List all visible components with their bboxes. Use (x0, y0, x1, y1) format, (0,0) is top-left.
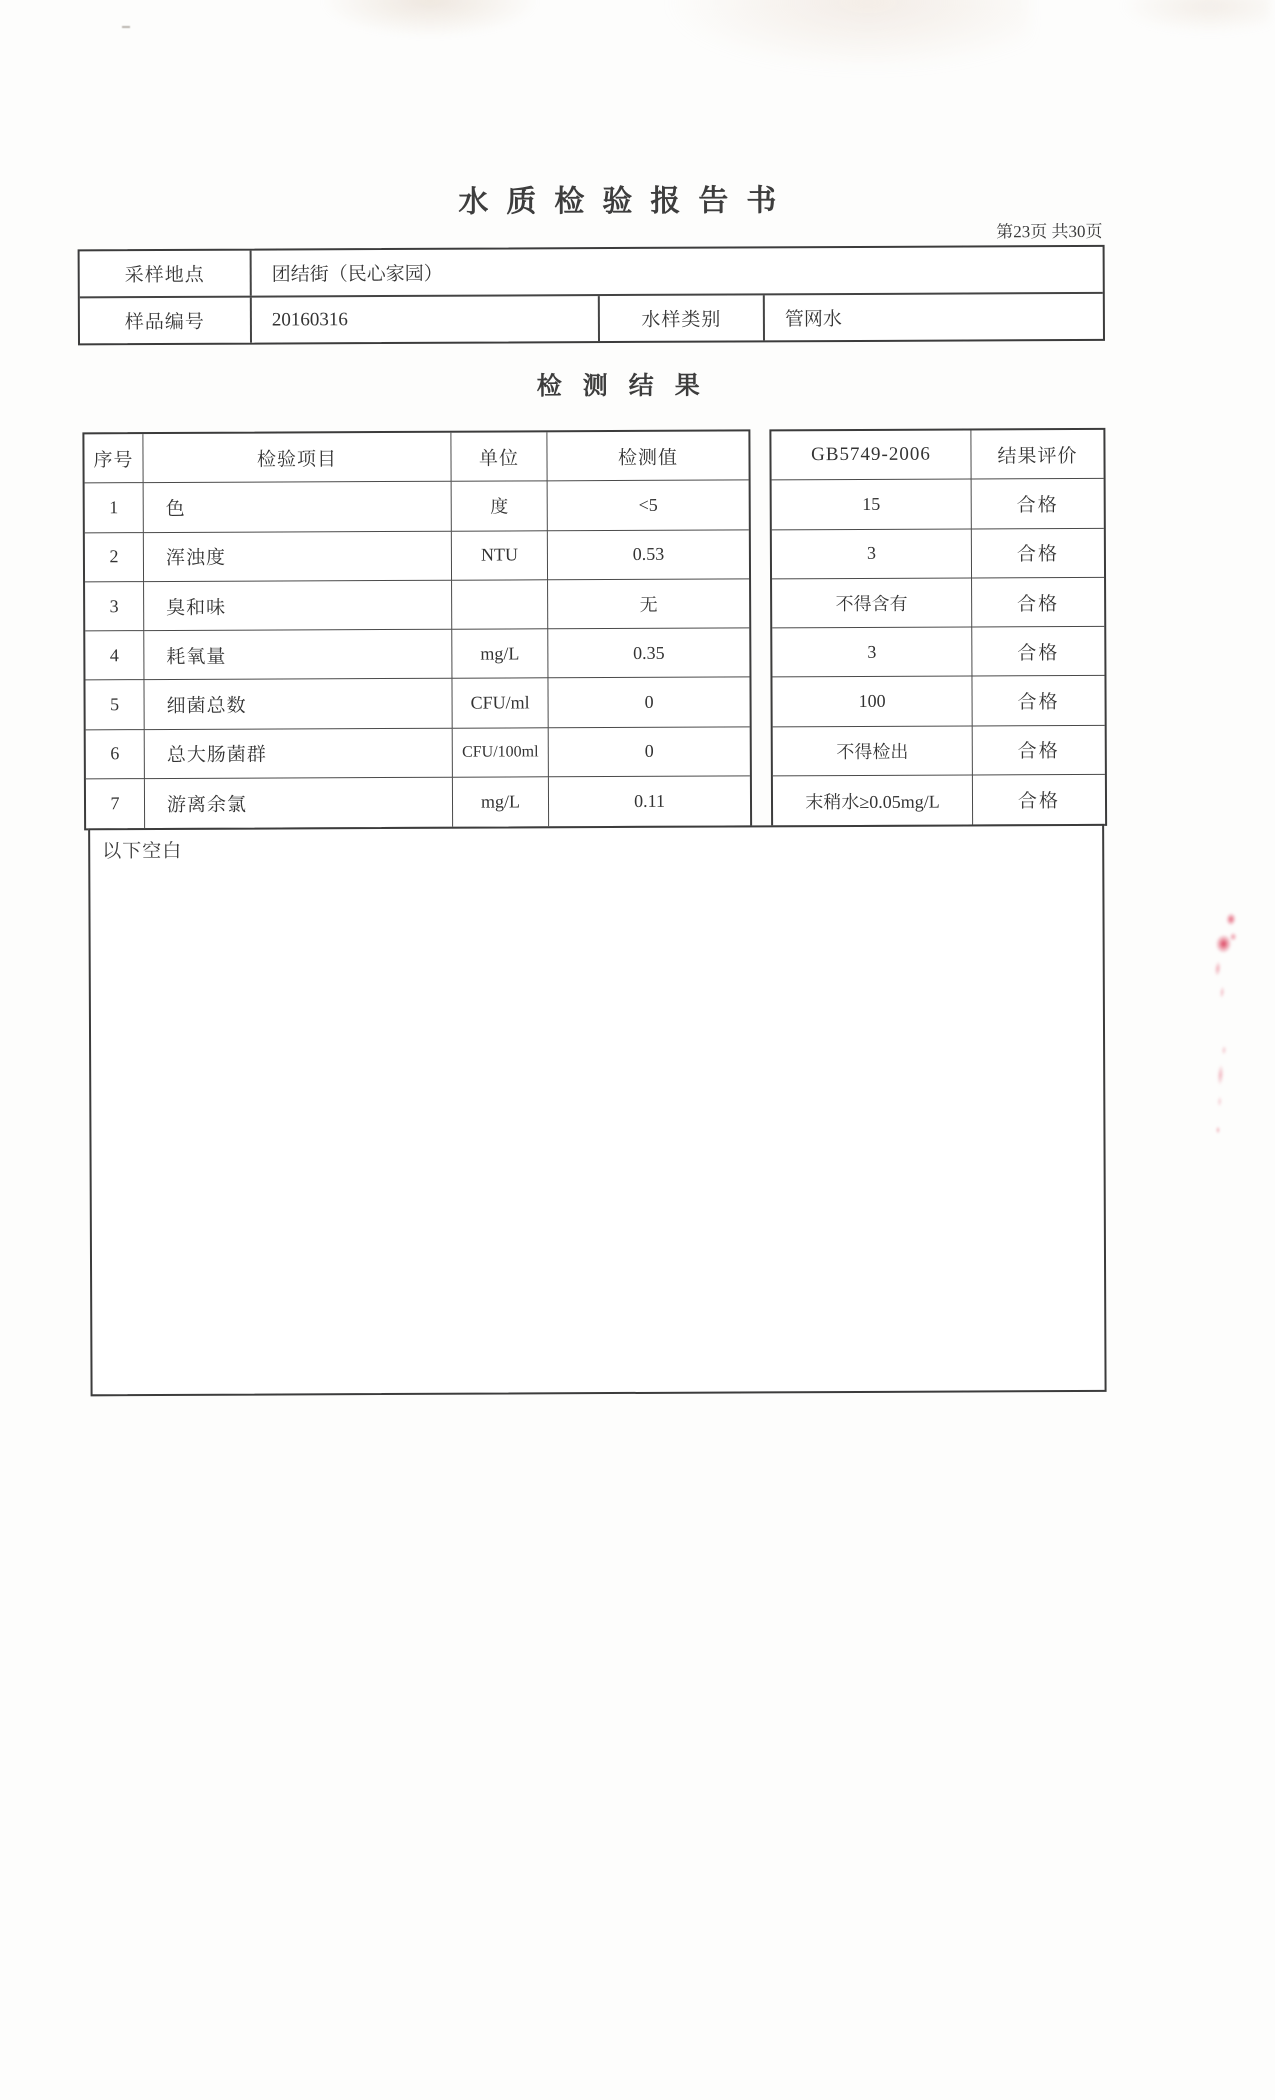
sampling-location-value: 团结街（民心家园） (271, 263, 443, 286)
row-item: 细菌总数 (144, 679, 452, 730)
row-evaluation: 合格 (972, 528, 1104, 578)
row-value: 0 (548, 678, 749, 728)
row-standard: 不得检出 (773, 726, 973, 776)
header-evaluation: 结果评价 (971, 430, 1103, 480)
row-value: <5 (548, 481, 749, 531)
section-heading: 检测结果 (536, 372, 721, 401)
results-table-right (769, 428, 1107, 828)
sample-id-label: 样品编号 (80, 298, 252, 344)
row-evaluation: 合格 (972, 627, 1104, 677)
row-value: 无 (548, 579, 749, 629)
row-index: 7 (86, 779, 145, 829)
row-index: 1 (85, 483, 144, 533)
row-item: 总大肠菌群 (145, 729, 453, 780)
row-item: 耗氧量 (144, 630, 452, 681)
row-evaluation: 合格 (972, 676, 1104, 726)
row-unit: CFU/ml (452, 679, 548, 729)
results-table-left (82, 429, 752, 830)
row-unit: CFU/100ml (453, 728, 549, 778)
row-index: 4 (85, 631, 144, 681)
row-standard: 末稍水≥0.05mg/L (773, 776, 973, 826)
report-title: 水质检验报告书 (458, 184, 795, 219)
sampling-location-label: 采样地点 (80, 251, 252, 297)
water-type-label: 水样类别 (600, 295, 765, 341)
row-unit: NTU (452, 531, 548, 581)
row-standard: 100 (772, 677, 972, 727)
row-evaluation: 合格 (1017, 791, 1061, 813)
row-standard: 不得含有 (772, 578, 972, 628)
header-unit: 单位 (451, 432, 547, 482)
row-index: 6 (86, 730, 145, 780)
row-item: 色 (144, 482, 452, 533)
header-value: 检测值 (547, 431, 748, 481)
row-evaluation: 合格 (972, 578, 1104, 628)
row-value: 0.35 (548, 629, 749, 679)
info-row-sample-id (80, 294, 1103, 343)
row-standard: 3 (772, 628, 972, 678)
row-standard: 3 (772, 529, 972, 579)
row-unit (452, 580, 548, 630)
row-unit: mg/L (452, 629, 548, 679)
row-evaluation: 合格 (973, 726, 1105, 776)
row-item: 游离余氯 (145, 778, 453, 829)
water-type-value: 管网水 (784, 309, 842, 331)
header-item: 检验项目 (143, 433, 451, 484)
row-index: 5 (85, 681, 144, 731)
row-unit: 度 (452, 482, 548, 532)
row-index: 3 (85, 582, 144, 632)
sample-id-value: 20160316 (252, 296, 600, 343)
row-evaluation: 合格 (972, 479, 1104, 529)
blank-remainder-box (88, 824, 1106, 1396)
sample-info-table (78, 245, 1105, 345)
row-value: 0.11 (634, 791, 665, 812)
page-indicator: 第23页 共30页 (996, 221, 1103, 242)
info-row-sampling-location (80, 247, 1103, 298)
row-item: 浑浊度 (144, 531, 452, 582)
row-item: 臭和味 (144, 581, 452, 632)
row-value: 0.53 (548, 530, 749, 580)
row-unit: mg/L (453, 777, 549, 827)
row-index: 2 (85, 533, 144, 583)
row-value: 0 (549, 727, 750, 777)
blank-note: 以下空白 (102, 840, 183, 863)
row-standard: 15 (772, 480, 972, 530)
header-standard: GB5749-2006 (771, 430, 971, 480)
header-index: 序号 (84, 434, 143, 484)
